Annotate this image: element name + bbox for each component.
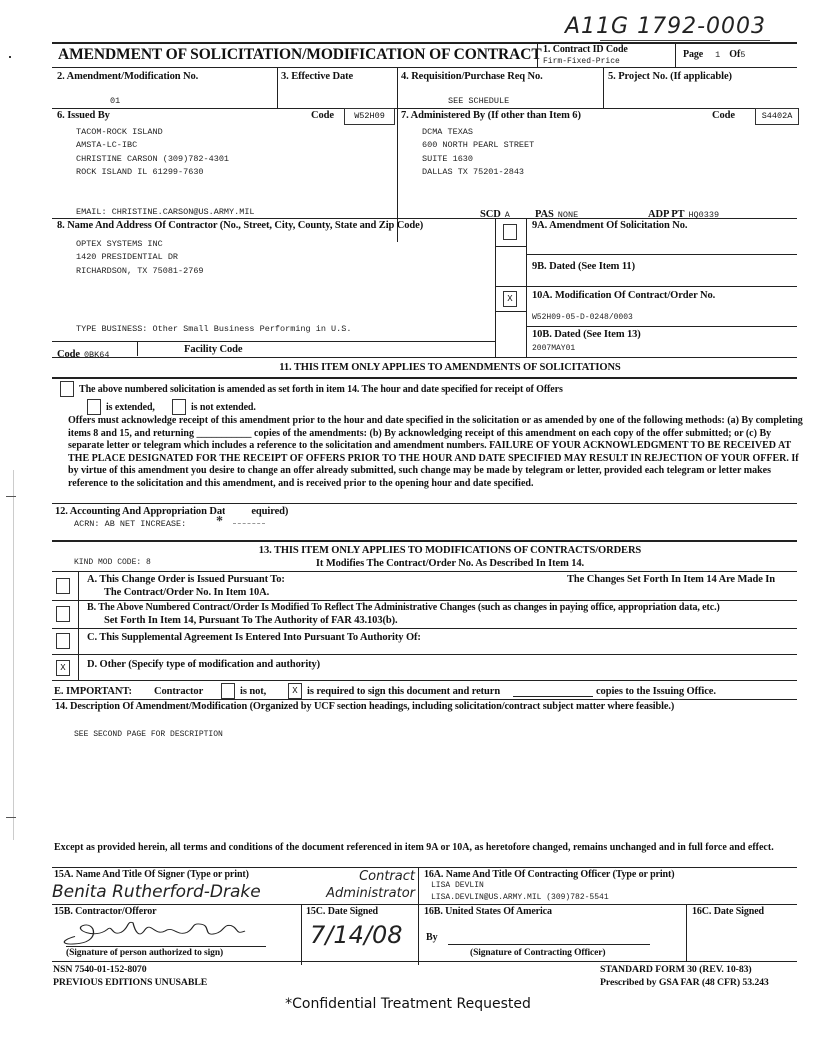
item6-address (76, 126, 229, 179)
item9b-label: 9B. Dated (See Item 11) (532, 261, 635, 272)
item8-type-business: TYPE BUSINESS: Other Small Business Performing in U.S. (76, 324, 352, 334)
nsn-number: NSN 7540-01-152-8070 (53, 964, 147, 975)
confidential-notice: *Confidential Treatment Requested (285, 996, 531, 1012)
signer-name-handwritten: Benita Rutherford-Drake (52, 882, 261, 902)
date-signed-handwritten: 7/14/08 (310, 921, 403, 949)
divider (495, 246, 526, 247)
item13a-text-right: The Changes Set Forth In Item 14 Are Made In (567, 574, 776, 585)
item14-label: 14. Description Of Amendment/Modification (Organized by UCF section headings, including solicitation/contract subject matter where feasible.) (55, 701, 675, 712)
item13b-text2: Set Forth In Item 14, Pursuant To The Authority of FAR 43.103(b). (104, 615, 398, 626)
item13a-text: A. This Change Order is Issued Pursuant To: (87, 574, 285, 585)
adppt-label: ADP PT (648, 209, 685, 220)
is-extended-label: is extended, (106, 402, 155, 413)
item12-label-text: 12. Accounting And Appropriation Dat (55, 506, 226, 517)
divider (537, 43, 538, 67)
item4-value: SEE SCHEDULE (448, 96, 510, 106)
redacted-value (233, 523, 265, 524)
contractor-code (57, 344, 109, 362)
divider (52, 654, 797, 655)
divider (52, 540, 797, 542)
divider (52, 357, 797, 358)
copies-blank[interactable] (513, 696, 593, 697)
itemE-is-required: is required to sign this document and return (307, 686, 501, 697)
code-value: 0BK64 (83, 350, 110, 360)
item5-label: 5. Project No. (If applicable) (608, 71, 732, 82)
item12-label-tail: equired) (251, 506, 289, 517)
divider (52, 218, 797, 219)
page-of-label: Of (729, 49, 741, 60)
pas-label: PAS (535, 209, 554, 220)
item3-label: 3. Effective Date (281, 71, 354, 82)
item10b-value: 2007MAY01 (532, 344, 576, 353)
item16b-label: 16B. United States Of America (424, 906, 552, 917)
item12-label (55, 505, 288, 517)
address-line: 1420 PRESIDENTIAL DR (76, 252, 179, 263)
divider (52, 961, 797, 962)
item15b-caption: (Signature of person authorized to sign) (66, 948, 224, 958)
divider (526, 326, 797, 327)
is-extended-checkbox[interactable] (87, 399, 101, 415)
item11-text: The above numbered solicitation is amended as set forth in item 14. The hour and date specified for receipt of Offers (79, 384, 563, 395)
scd-label: SCD (480, 209, 501, 220)
itemE-contractor: Contractor (154, 686, 204, 697)
scd-value: A (504, 210, 510, 220)
item2-label: 2. Amendment/Modification No. (57, 71, 199, 82)
except-clause: Except as provided herein, all terms and conditions of the document referenced in item 9A or 10A, as heretofore changed, remains unchanged and in full force and effect. (54, 842, 774, 853)
item16a-label: 16A. Name And Title Of Contracting Officer (Type or print) (424, 869, 675, 880)
is-not-extended-label: is not extended. (191, 402, 256, 413)
scan-tick (6, 817, 16, 818)
item13d-text: D. Other (Specify type of modification and authority) (87, 659, 321, 670)
item13a-checkbox[interactable] (56, 578, 70, 594)
item11-amended-checkbox[interactable] (60, 381, 74, 397)
divider (52, 341, 495, 342)
item6-code-value: W52H09 (344, 108, 395, 125)
previous-editions: PREVIOUS EDITIONS UNUSABLE (53, 977, 208, 988)
item6-label: 6. Issued By (57, 110, 110, 121)
itemE-is-not: is not, (240, 686, 267, 697)
redaction-mark-icon: * (216, 514, 223, 529)
divider (495, 286, 797, 287)
item16c-label: 16C. Date Signed (692, 906, 765, 917)
divider (52, 503, 797, 504)
address-line: CHRISTINE CARSON (309)782-4301 (76, 153, 230, 164)
divider (495, 311, 526, 312)
address-line: ROCK ISLAND IL 61299-7630 (76, 166, 204, 177)
handwritten-reference: A11G 1792-0003 (565, 14, 766, 39)
handwritten-underline (600, 40, 770, 41)
item14-value: SEE SECOND PAGE FOR DESCRIPTION (74, 730, 223, 739)
itemE-is-not-checkbox[interactable] (221, 683, 235, 699)
is-not-extended-checkbox[interactable] (172, 399, 186, 415)
divider (52, 108, 797, 109)
page-label: Page (683, 49, 704, 60)
divider (137, 341, 138, 356)
item13a-text2: The Contract/Order No. In Item 10A. (104, 587, 270, 598)
item8-label: 8. Name And Address Of Contractor (No., Street, City, County, State and Zip Code) (57, 220, 424, 231)
divider (495, 218, 496, 357)
item8-address (76, 238, 204, 278)
item7-code-label: Code (712, 110, 735, 121)
facility-code-label: Facility Code (184, 344, 243, 355)
divider (52, 600, 797, 601)
divider (675, 43, 676, 67)
item13-title: 13. THIS ITEM ONLY APPLIES TO MODIFICATIONS OF CONTRACTS/ORDERS (258, 545, 642, 556)
page-number: 1 (715, 50, 721, 60)
code-label: Code (57, 349, 80, 360)
scan-tick (6, 496, 16, 497)
item15c-label: 15C. Date Signed (306, 906, 379, 917)
item6-email: EMAIL: CHRISTINE.CARSON@US.ARMY.MIL (76, 207, 255, 217)
item13b-checkbox[interactable] (56, 606, 70, 622)
item9a-checkbox[interactable] (503, 224, 517, 240)
item4-label: 4. Requisition/Purchase Req No. (401, 71, 543, 82)
item10a-value: W52H09-05-D-0248/0003 (532, 313, 633, 322)
item1-label: 1. Contract ID Code (543, 44, 628, 55)
divider (603, 67, 604, 108)
divider (52, 699, 797, 700)
item13b-text: B. The Above Numbered Contract/Order Is Modified To Reflect The Administrative Changes (such as changes in paying office, appropriation data, etc.) (87, 602, 720, 613)
prescribed-by: Prescribed by GSA FAR (48 CFR) 53.243 (600, 977, 769, 988)
divider (52, 628, 797, 629)
page-total: 5 (740, 50, 746, 60)
signature-line (66, 946, 266, 947)
divider (686, 904, 687, 961)
item12-value: ACRN: AB NET INCREASE: (74, 519, 187, 529)
signer-title-handwritten: Contract Administrator (326, 869, 415, 901)
form-title: AMENDMENT OF SOLICITATION/MODIFICATION OF CONTRACT (58, 46, 542, 63)
item15a-label: 15A. Name And Title Of Signer (Type or print) (54, 869, 249, 880)
item7-code-value: S4402A (755, 108, 799, 125)
divider (301, 904, 302, 965)
divider (78, 571, 79, 680)
item16b-by: By (426, 932, 438, 943)
address-line: SUITE 1630 (422, 153, 474, 164)
divider (52, 67, 797, 68)
divider (526, 218, 527, 357)
address-line: AMSTA-LC-IBC (76, 140, 138, 151)
address-line: RICHARDSON, TX 75081-2769 (76, 265, 204, 276)
adppt-value: HQ0339 (688, 210, 720, 220)
item16a-contact: LISA.DEVLIN@US.ARMY.MIL (309)782-5541 (431, 893, 609, 902)
scan-mark (9, 56, 11, 58)
address-line: OPTEX SYSTEMS INC (76, 239, 163, 249)
address-line: TACOM-ROCK ISLAND (76, 127, 163, 137)
item9a-label: 9A. Amendment Of Solicitation No. (532, 220, 688, 231)
divider (52, 867, 797, 868)
itemE-tail: copies to the Issuing Office. (596, 686, 716, 697)
item10b-label: 10B. Dated (See Item 13) (532, 329, 641, 340)
item6-code-label: Code (311, 110, 334, 121)
item13d-checkbox[interactable]: X (56, 660, 70, 676)
item11-instructions: Offers must acknowledge receipt of this amendment prior to the hour and date specified in the solicitation or as amended by one of the following methods: (a) By completing items 8 and 15, and returning ___________ copies of the amendments: (b) By acknowledging receipt of this amendment on each copy of the offer submitted; or (c) By separate letter or telegram which includes a reference to the solicitation and amendment numbers. FAILURE OF YOUR ACKNOWLEDGMENT TO BE RECEIVED AT THE PLACE DESIGNATED FOR THE RECEIPT OF OFFERS PRIOR TO THE HOUR AND DATE SPECIFIED MAY RESULT IN REJECTION OF YOUR OFFER. If by virtue of this amendment you desire to change an offer already submitted, such change may be made by telegram or letter, provided each telegram or letter makes reference to the solicitation and this amendment, and is received prior to the opening hour and date specified. (68, 415, 803, 489)
divider (526, 254, 797, 255)
kind-mod-code: KIND MOD CODE: 8 (74, 558, 151, 567)
itemE-is-required-checkbox[interactable]: X (288, 683, 302, 699)
address-line: 600 NORTH PEARL STREET (422, 140, 535, 151)
item13c-checkbox[interactable] (56, 633, 70, 649)
standard-form: STANDARD FORM 30 (REV. 10-83) (600, 964, 752, 975)
pas-value: NONE (557, 210, 579, 220)
co-signature-line[interactable] (448, 944, 650, 945)
item7-address (422, 126, 534, 179)
item15b-label: 15B. Contractor/Offeror (54, 906, 157, 917)
divider (277, 67, 278, 108)
page-indicator (683, 44, 745, 62)
divider (52, 680, 797, 681)
scan-edge-line (13, 470, 14, 840)
item2-value: 01 (110, 96, 121, 106)
divider (52, 571, 797, 572)
item13c-text: C. This Supplemental Agreement Is Entered Into Pursuant To Authority Of: (87, 632, 421, 643)
item1-value: Firm-Fixed-Price (543, 57, 620, 66)
item10a-label: 10A. Modification Of Contract/Order No. (532, 290, 716, 301)
item11-title: 11. THIS ITEM ONLY APPLIES TO AMENDMENTS OF SOLICITATIONS (279, 362, 621, 373)
item10a-checkbox[interactable]: X (503, 291, 517, 307)
itemE-label: E. IMPORTANT: (54, 686, 132, 697)
divider (52, 377, 797, 379)
divider (397, 67, 398, 242)
item16b-caption: (Signature of Contracting Officer) (470, 948, 606, 958)
item13-subtitle: It Modifies The Contract/Order No. As Described In Item 14. (315, 558, 585, 569)
divider (418, 867, 419, 965)
item7-label: 7. Administered By (If other than Item 6) (401, 110, 581, 121)
item16a-name: LISA DEVLIN (431, 881, 484, 890)
address-line: DALLAS TX 75201-2843 (422, 166, 525, 177)
address-line: DCMA TEXAS (422, 127, 474, 137)
